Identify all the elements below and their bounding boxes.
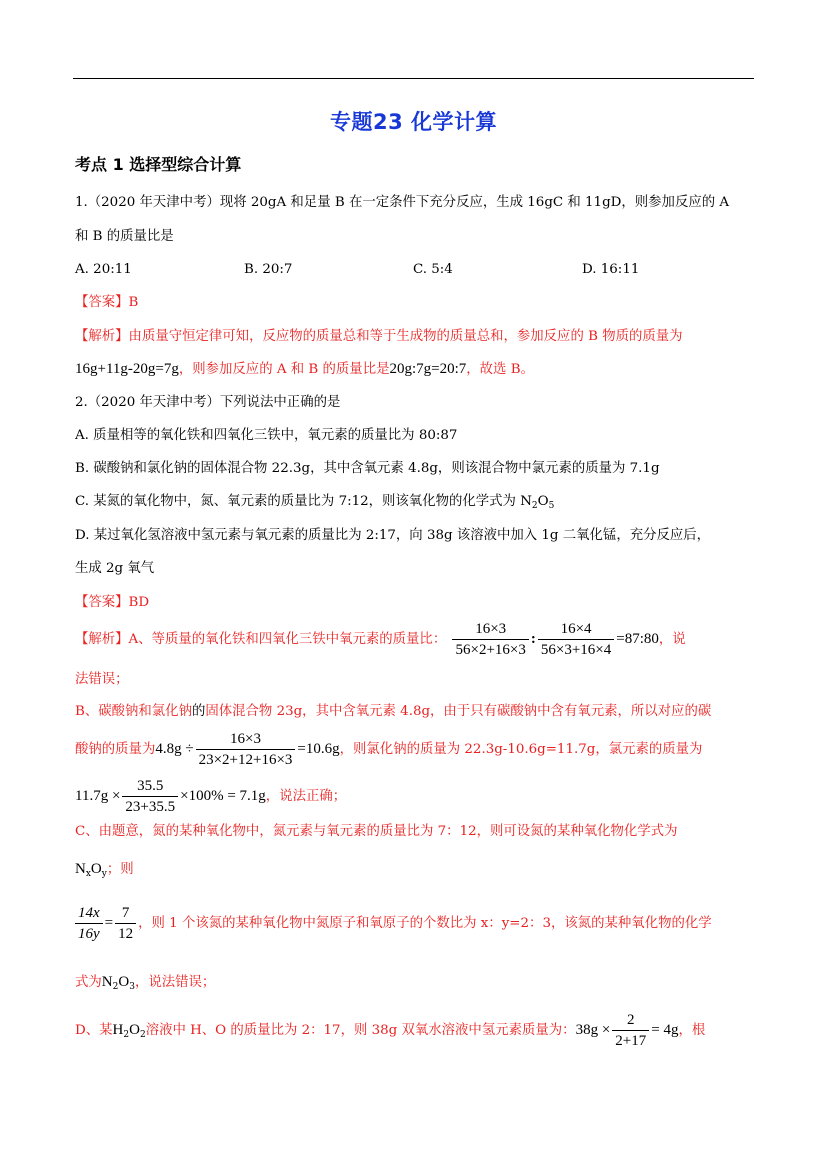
- q2-analysis-d-text: D、某: [75, 1023, 113, 1038]
- q2-option-c-o: O: [537, 494, 549, 509]
- q1-analysis-end: ，故选 B。: [466, 362, 534, 377]
- math-expression: =10.6g: [297, 741, 340, 757]
- q2-analysis-d-line1: [75, 1010, 705, 1051]
- section-heading: 考点 1 选择型综合计算: [75, 155, 242, 174]
- q2-analysis-c-line1: C、由题意，氮的某种氧化物中，氮元素与氧元素的质量比为 7：12，则可设氮的某种氧化物化学式为: [75, 824, 678, 839]
- q2-option-a: A. 质量相等的氧化铁和四氧化三铁中，氧元素的质量比为 80:87: [75, 428, 458, 443]
- fraction-numerator: 14x: [75, 903, 103, 924]
- ratio-colon: :: [530, 631, 536, 647]
- fraction-numerator: 35.5: [122, 776, 178, 797]
- q2-option-d-line1: D. 某过氧化氢溶液中氢元素与氧元素的质量比为 2:17，向 38g 该溶液中加入 1g 二氧化锰，充分反应后，: [75, 528, 711, 543]
- math-expression: 4.8g ÷: [155, 741, 194, 757]
- formula-sub: 3: [129, 982, 135, 992]
- q2-option-c-sub1: 2: [531, 501, 538, 511]
- formula-o: O: [129, 1022, 140, 1038]
- q1-option-c: C. 5:4: [413, 262, 453, 277]
- fraction-denominator: 56×2+16×3: [455, 642, 526, 658]
- fraction-denominator: 23×2+12+16×3: [198, 752, 293, 768]
- formula-sub: 2: [112, 982, 119, 992]
- q2-analysis-c-line4-end: ，说法错误；: [134, 975, 216, 990]
- q2-option-b: B. 碳酸钠和氯化钠的固体混合物 22.3g，其中含氧元素 4.8g，则该混合物中氯元素的质量为 7.1g: [75, 461, 660, 476]
- q2-analysis-c-line2-end: ；则: [106, 862, 134, 877]
- formula-sub: 2: [123, 1030, 130, 1040]
- fraction-nacl: [122, 776, 178, 817]
- fraction-denominator: 12: [118, 926, 134, 942]
- q2-analysis-b-rest: 固体混合物 23g，其中含氧元素 4.8g，由于只有碳酸钠中含有氧元素，所以对应的碳: [205, 704, 712, 719]
- q1-analysis-line2: [75, 360, 534, 379]
- fraction-denominator: 56×3+16×4: [540, 642, 612, 658]
- fraction-numerator: 16×4: [538, 619, 614, 640]
- q2-analysis-b-line3-end: ，说法正确；: [265, 789, 347, 804]
- q2-analysis-b-line2-end: ，则氯化钠的质量为 22.3g-10.6g=11.7g，氯元素的质量为: [339, 742, 703, 757]
- q2-answer: 【答案】BD: [75, 595, 150, 610]
- q2-analysis-c-line2: [75, 860, 134, 879]
- q2-analysis-a-line2: 法错误；: [75, 672, 129, 687]
- q2-analysis-c-line3: [75, 903, 712, 944]
- math-expression: 38g ×: [575, 1022, 611, 1038]
- fraction-denominator: 16y: [78, 926, 100, 942]
- q1-stem-line2: 和 B 的质量比是: [75, 229, 174, 244]
- fraction-denominator: 23+35.5: [125, 799, 176, 815]
- formula-o: O: [118, 974, 130, 990]
- fraction-numerator: 16×3: [196, 729, 296, 750]
- q2-analysis-a-end: ，说: [658, 632, 686, 647]
- fraction-denominator: 2+17: [615, 1033, 647, 1049]
- q1-option-d: D. 16:11: [582, 262, 640, 277]
- q1-option-b: B. 20:7: [244, 262, 293, 277]
- ratio-result: =87:80: [616, 631, 659, 647]
- fraction-fe2o3: [452, 619, 528, 660]
- formula-sub-x: x: [85, 869, 91, 879]
- equals-sign: =: [104, 915, 114, 931]
- q2-option-d-line2: 生成 2g 氧气: [75, 561, 155, 576]
- q2-analysis-c-line3-end: ，则 1 个该氮的某种氧化物中氮原子和氧原子的个数比为 x：y=2：3，该氮的某种氧化物的化学: [138, 916, 712, 931]
- header-rule: [73, 78, 754, 79]
- fraction-7-12: [115, 903, 136, 944]
- math-expression: = 4g: [651, 1022, 679, 1038]
- formula-n: N: [101, 974, 113, 990]
- math-expression: ×100% = 7.1g: [180, 788, 266, 804]
- q2-analysis-a-line1: [75, 619, 686, 660]
- q2-analysis-a-text: 【解析】A、等质量的氧化铁和四氧化三铁中氧元素的质量比：: [75, 632, 447, 647]
- q2-analysis-c-line4: [75, 973, 215, 992]
- q2-analysis-b-de: 的: [191, 704, 206, 719]
- q1-analysis-line1: 【解析】由质量守恒定律可知，反应物的质量总和等于生成物的质量总和，参加反应的 B 物质的质量为: [75, 329, 683, 344]
- q2-analysis-b-line1: [75, 703, 711, 721]
- fraction-numerator: 7: [115, 903, 136, 924]
- fraction-na2co3: [196, 729, 296, 770]
- page-title: 专题23 化学计算: [329, 110, 498, 134]
- q1-calc-ratio: 20g:7g=20:7: [389, 361, 467, 377]
- fraction-h-mass: [612, 1010, 649, 1051]
- q1-analysis-text: ，则参加反应的 A 和 B 的质量比是: [178, 362, 390, 377]
- q1-answer: 【答案】B: [75, 295, 139, 310]
- fraction-xy: [75, 903, 103, 944]
- q2-analysis-b-line2-text: 酸钠的质量为: [75, 742, 156, 757]
- formula-n: N: [75, 861, 86, 877]
- q2-analysis-c-line4-text: 式为: [75, 975, 102, 990]
- q2-analysis-d-mid: 溶液中 H、O 的质量比为 2：17，则 38g 双氧水溶液中氢元素质量为：: [145, 1023, 576, 1038]
- q2-option-c-sub2: 5: [548, 501, 555, 511]
- math-expression: 11.7g ×: [75, 788, 121, 804]
- fraction-numerator: 16×3: [452, 619, 528, 640]
- q2-option-c: [75, 493, 554, 511]
- q1-option-a: A. 20:11: [75, 262, 132, 277]
- q1-stem-line1: 1.（2020 年天津中考）现将 20gA 和足量 B 在一定条件下充分反应，生成 16gC 和 11gD，则参加反应的 A: [75, 195, 730, 210]
- q2-option-c-text: C. 某氮的氧化物中，氮、氧元素的质量比为 7:12，则该氧化物的化学式为 N: [75, 494, 532, 509]
- formula-sub: 2: [139, 1030, 146, 1040]
- fraction-numerator: 2: [612, 1010, 649, 1031]
- formula-sub-y: y: [101, 869, 107, 879]
- q1-calc-b: 16g+11g-20g=7g: [75, 361, 179, 377]
- q2-analysis-b-text: B、碳酸钠和氯化钠: [75, 704, 192, 719]
- fraction-fe3o4: [538, 619, 614, 660]
- formula-o: O: [90, 861, 102, 877]
- q2-analysis-b-line2: [75, 729, 702, 770]
- q2-analysis-b-line3: [75, 776, 346, 817]
- formula-h: H: [112, 1022, 124, 1038]
- q2-analysis-d-end: ，根: [678, 1023, 706, 1038]
- q2-stem: 2.（2020 年天津中考）下列说法中正确的是: [75, 395, 341, 410]
